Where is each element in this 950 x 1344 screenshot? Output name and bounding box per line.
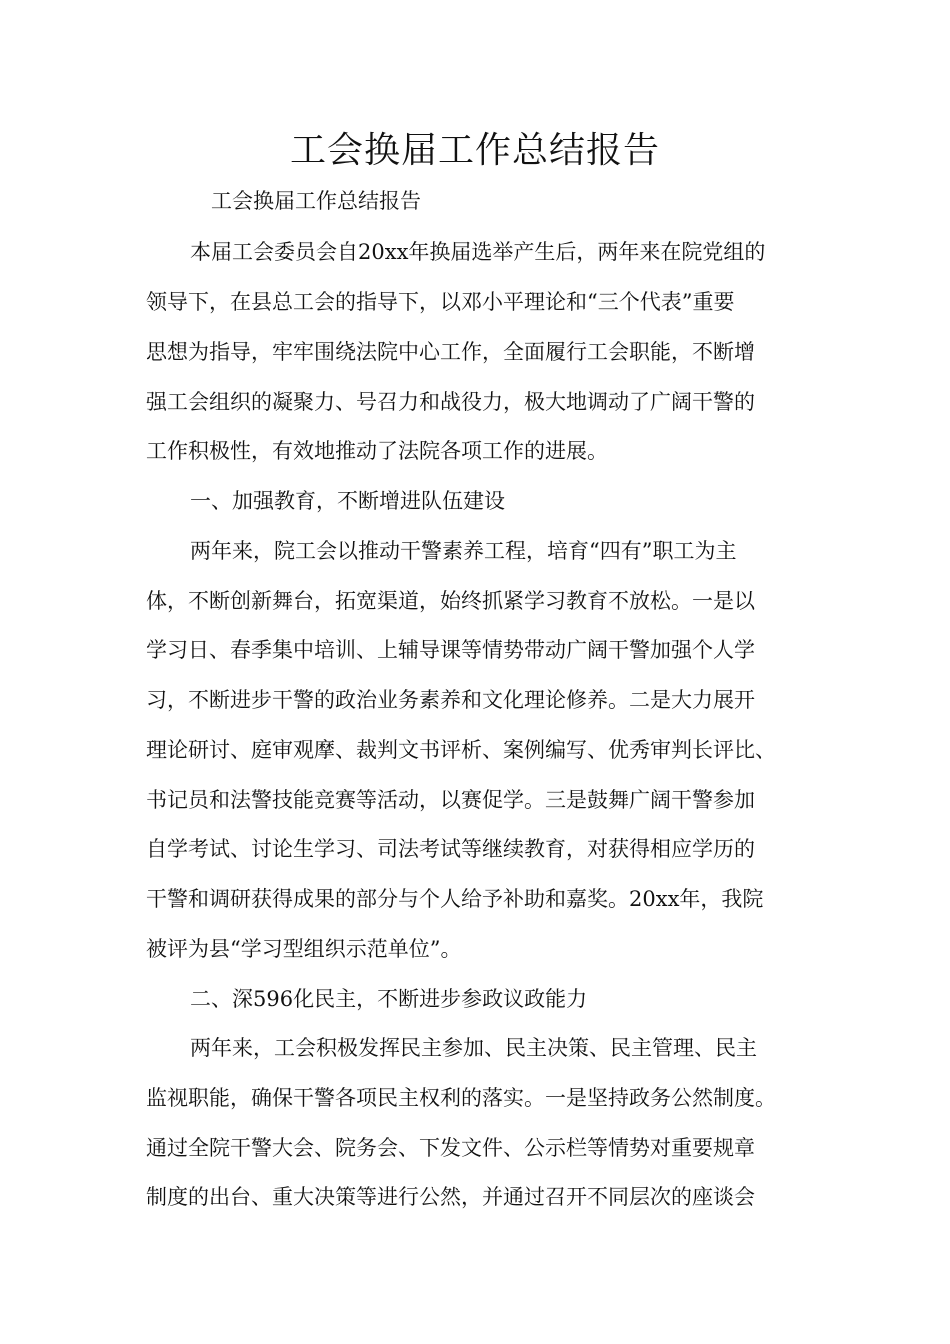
paragraph-line: 被评为县“学习型组织示范单位”。 <box>146 937 462 961</box>
paragraph-line: 干警和调研获得成果的部分与个人给予补助和嘉奖。20xx年，我院 <box>146 887 764 911</box>
section-heading: 二、深596化民主，不断进步参政议政能力 <box>190 987 588 1011</box>
paragraph-line: 习，不断进步干警的政治业务素养和文化理论修养。二是大力展开 <box>146 688 755 712</box>
paragraph-line: 思想为指导，牢牢围绕法院中心工作，全面履行工会职能，不断增 <box>146 340 755 364</box>
paragraph-line: 两年来，院工会以推动干警素养工程，培育“四有”职工为主 <box>190 539 737 563</box>
section-heading: 一、加强教育，不断增进队伍建设 <box>190 489 505 513</box>
paragraph-line: 制度的出台、重大决策等进行公然，并通过召开不同层次的座谈会 <box>146 1185 755 1209</box>
paragraph-line: 学习日、春季集中培训、上辅导课等情势带动广阔干警加强个人学 <box>146 638 755 662</box>
paragraph-line: 理论研讨、庭审观摩、裁判文书评析、案例编写、优秀审判长评比、 <box>146 738 776 762</box>
paragraph-line: 体，不断创新舞台，拓宽渠道，始终抓紧学习教育不放松。一是以 <box>146 589 755 613</box>
paragraph-line: 两年来，工会积极发挥民主参加、民主决策、民主管理、民主 <box>190 1036 757 1060</box>
paragraph-line: 书记员和法警技能竞赛等活动，以赛促学。三是鼓舞广阔干警参加 <box>146 788 755 812</box>
paragraph-line: 监视职能，确保干警各项民主权利的落实。一是坚持政务公然制度。 <box>146 1086 776 1110</box>
paragraph-line: 通过全院干警大会、院务会、下发文件、公示栏等情势对重要规章 <box>146 1136 755 1160</box>
subtitle-line: 工会换届工作总结报告 <box>211 189 421 213</box>
paragraph-line: 工作积极性，有效地推动了法院各项工作的进展。 <box>146 439 608 463</box>
paragraph-line: 强工会组织的凝聚力、号召力和战役力，极大地调动了广阔干警的 <box>146 390 755 414</box>
paragraph-line: 领导下，在县总工会的指导下，以邓小平理论和“三个代表”重要 <box>146 290 735 314</box>
paragraph-line: 自学考试、讨论生学习、司法考试等继续教育，对获得相应学历的 <box>146 837 755 861</box>
document-title: 工会换届工作总结报告 <box>289 130 660 171</box>
paragraph-line: 本届工会委员会自20xx年换届选举产生后，两年来在院党组的 <box>190 240 766 264</box>
